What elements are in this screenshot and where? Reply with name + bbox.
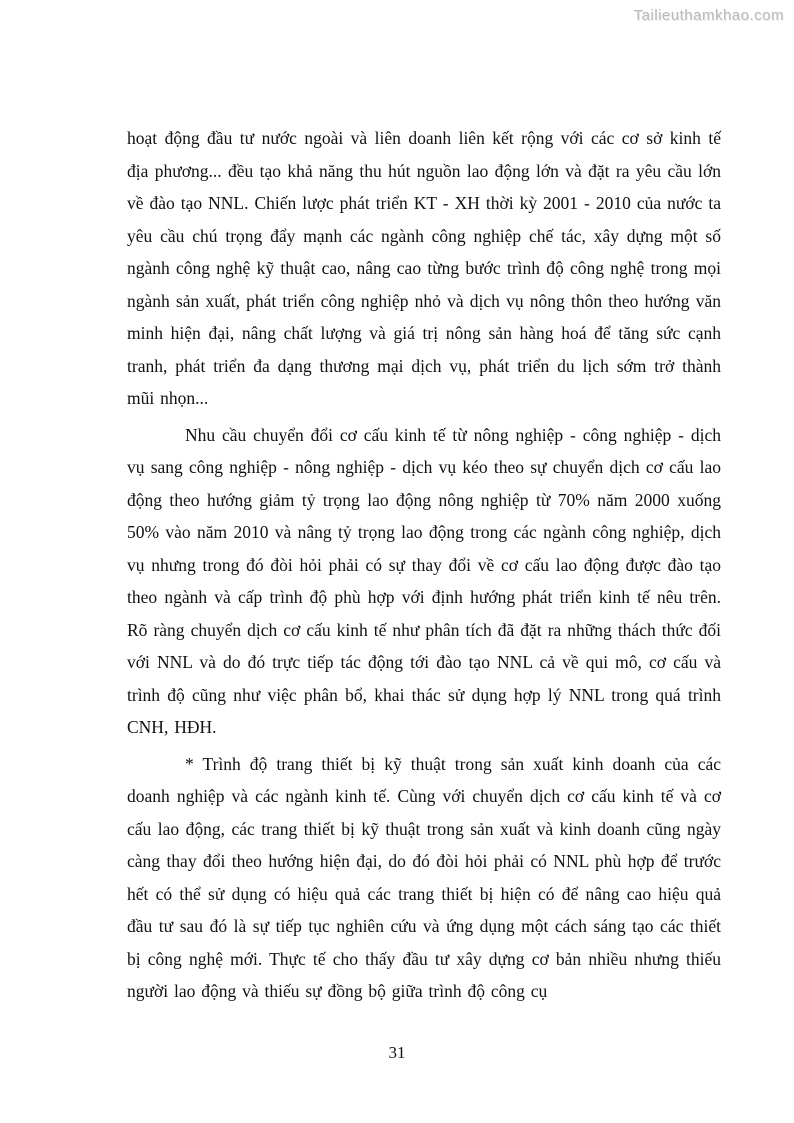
page-body-text [127,122,721,1012]
page-number: 31 [388,1043,406,1062]
paragraph: Nhu cầu chuyển đổi cơ cấu kinh tế từ nông nghiệp - công nghiệp - dịch vụ sang công nghiệp - nông nghiệp - dịch vụ kéo theo sự chuyển dịch cơ cấu lao động theo hướng giảm tỷ trọng lao động nông nghiệp từ 70% năm 2000 xuống 50% vào năm 2010 và nâng tỷ trọng lao động trong các ngành công nghiệp, dịch vụ nhưng trong đó đòi hỏi phải có sự thay đổi về cơ cấu lao động được đào tạo theo ngành và cấp trình độ phù hợp với định hướng phát triển kinh tế nêu trên. Rõ ràng chuyển dịch cơ cấu kinh tế như phân tích đã đặt ra những thách thức đối với NNL và do đó trực tiếp tác động tới đào tạo NNL cả về qui mô, cơ cấu và trình độ cũng như việc phân bổ, khai thác sử dụng hợp lý NNL trong quá trình CNH, HĐH. [127,424,721,737]
paragraph: * Trình độ trang thiết bị kỹ thuật trong sản xuất kinh doanh của các doanh nghiệp và các ngành kinh tế. Cùng với chuyển dịch cơ cấu kinh tế và cơ cấu lao động, các trang thiết bị kỹ thuật trong sản xuất và kinh doanh cũng ngày càng thay đổi theo hướng hiện đại, do đó đòi hỏi phải có NNL phù hợp để trước hết có thể sử dụng có hiệu quả các trang thiết bị hiện có để nâng cao hiệu quả đầu tư sau đó là sự tiếp tục nghiên cứu và ứng dụng một cách sáng tạo các thiết bị công nghệ mới. Thực tế cho thấy đầu tư xây dựng cơ bản nhiều nhưng thiếu người lao động và thiếu sự đồng bộ giữa trình độ công cụ [127,753,721,1001]
paragraph: hoạt động đầu tư nước ngoài và liên doanh liên kết rộng với các cơ sở kinh tế địa phương... đều tạo khả năng thu hút nguồn lao động lớn và đặt ra yêu cầu lớn về đào tạo NNL. Chiến lược phát triển KT - XH thời kỳ 2001 - 2010 của nước ta yêu cầu chú trọng đẩy mạnh các ngành công nghiệp chế tác, xây dựng một số ngành công nghệ kỹ thuật cao, nâng cao từng bước trình độ công nghệ trong mọi ngành sản xuất, phát triển công nghiệp nhỏ và dịch vụ nông thôn theo hướng văn minh hiện đại, nâng chất lượng và giá trị nông sản hàng hoá để tăng sức cạnh tranh, phát triển đa dạng thương mại dịch vụ, phát triển du lịch sớm trở thành mũi nhọn... [127,128,721,408]
watermark-text: Tailieuthamkhao.com [633,7,784,24]
